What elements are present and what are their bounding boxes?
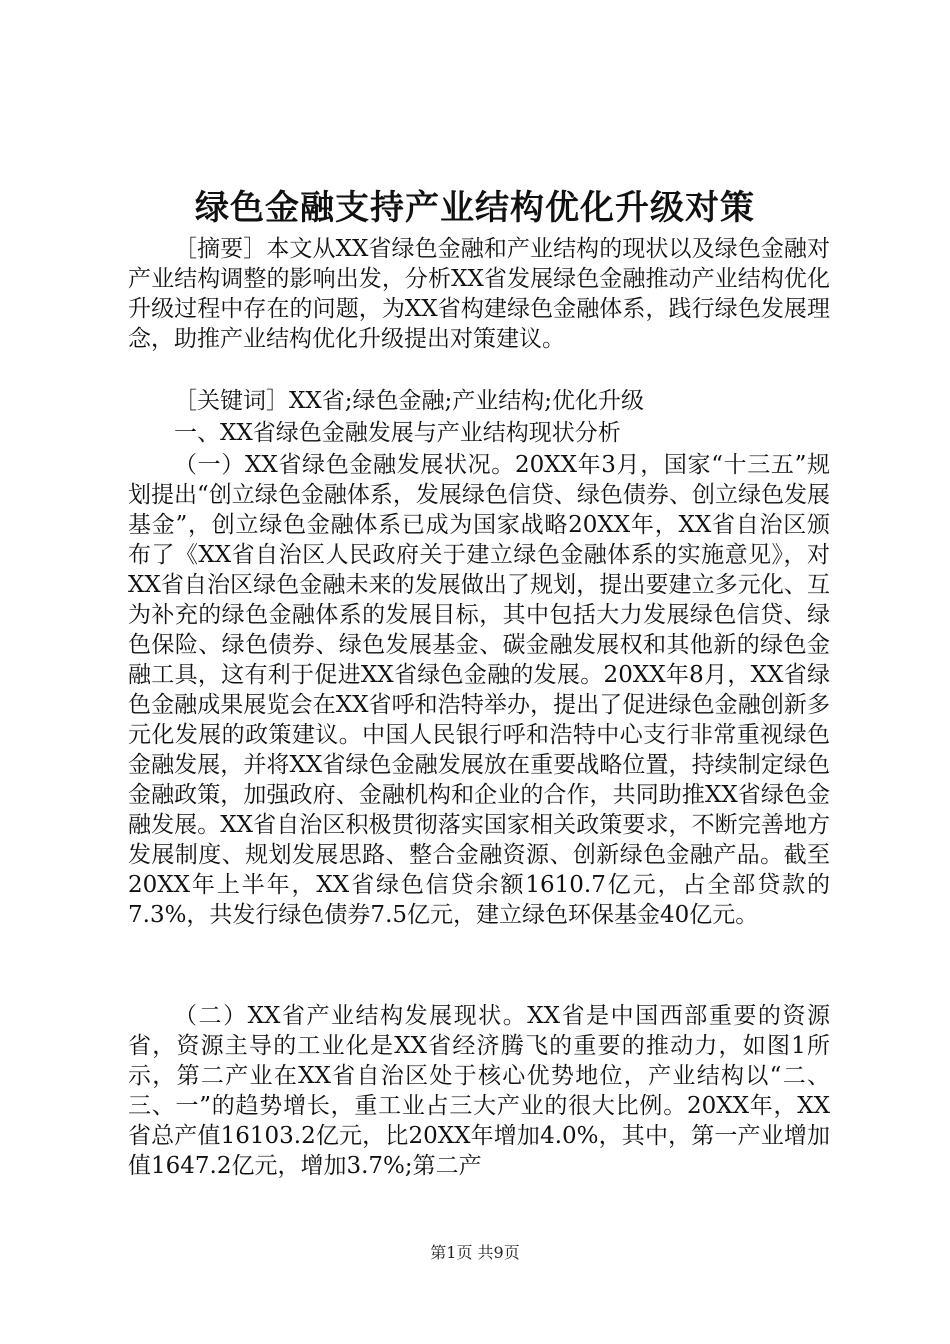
body-paragraph-green-finance: （一）XX省绿色金融发展状况。20XX年3月，国家“十三五”规划提出“创立绿色金融体系，发展绿色信贷、绿色债券、创立绿色发展基金”，创立绿色金融体系已成为国家战略20XX年，XX省自治区颁布了《XX省自治区人民政府关于建立绿色金融体系的实施意见》，对XX省自治区绿色金融未来的发展做出了规划，提出要建立多元化、互为补充的绿色金融体系的发展目标，其中包括大力发展绿色信贷、绿色保险、绿色债券、绿色发展基金、碳金融发展权和其他新的绿色金融工具，这有利于促进XX省绿色金融的发展。20XX年8月，XX省绿色金融成果展览会在XX省呼和浩特举办，提出了促进绿色金融创新多元化发展的政策建议。中国人民银行呼和浩特中心支行非常重视绿色金融发展，并将XX省绿色金融发展放在重要战略位置，持续制定绿色金融政策，加强政府、金融机构和企业的合作，共同助推XX省绿色金融发展。XX省自治区积极贯彻落实国家相关政策要求，不断完善地方发展制度、规划发展思路、整合金融资源、创新绿色金融产品。截至20XX年上半年，XX省绿色信贷余额1610.7亿元，占全部贷款的7.3%，共发行绿色债券7.5亿元，建立绿色环保基金40亿元。 (128, 452, 830, 928)
keywords-line: ［关键词］XX省;绿色金融;产业结构;优化升级 (174, 388, 644, 414)
page-footer: 第1页 共9页 (430, 1243, 520, 1262)
document-title: 绿色金融支持产业结构优化升级对策 (195, 188, 755, 228)
body-paragraph-industrial-structure: （二）XX省产业结构发展现状。XX省是中国西部重要的资源省，资源主导的工业化是XX省经济腾飞的重要的推动力，如图1所示，第二产业在XX省自治区处于核心优势地位，产业结构以“二、三、一”的趋势增长，重工业占三大产业的很大比例。20XX年，XX省总产值16103.2亿元，比20XX年增加4.0%，其中，第一产业增加值1647.2亿元，增加3.7%;第二产 (128, 1003, 830, 1179)
section-heading: 一、XX省绿色金融发展与产业结构现状分析 (174, 420, 621, 446)
abstract-paragraph: ［摘要］本文从XX省绿色金融和产业结构的现状以及绿色金融对产业结构调整的影响出发，分析XX省发展绿色金融推动产业结构优化升级过程中存在的问题，为XX省构建绿色金融体系，践行绿色发展理念，助推产业结构优化升级提出对策建议。 (128, 236, 830, 352)
